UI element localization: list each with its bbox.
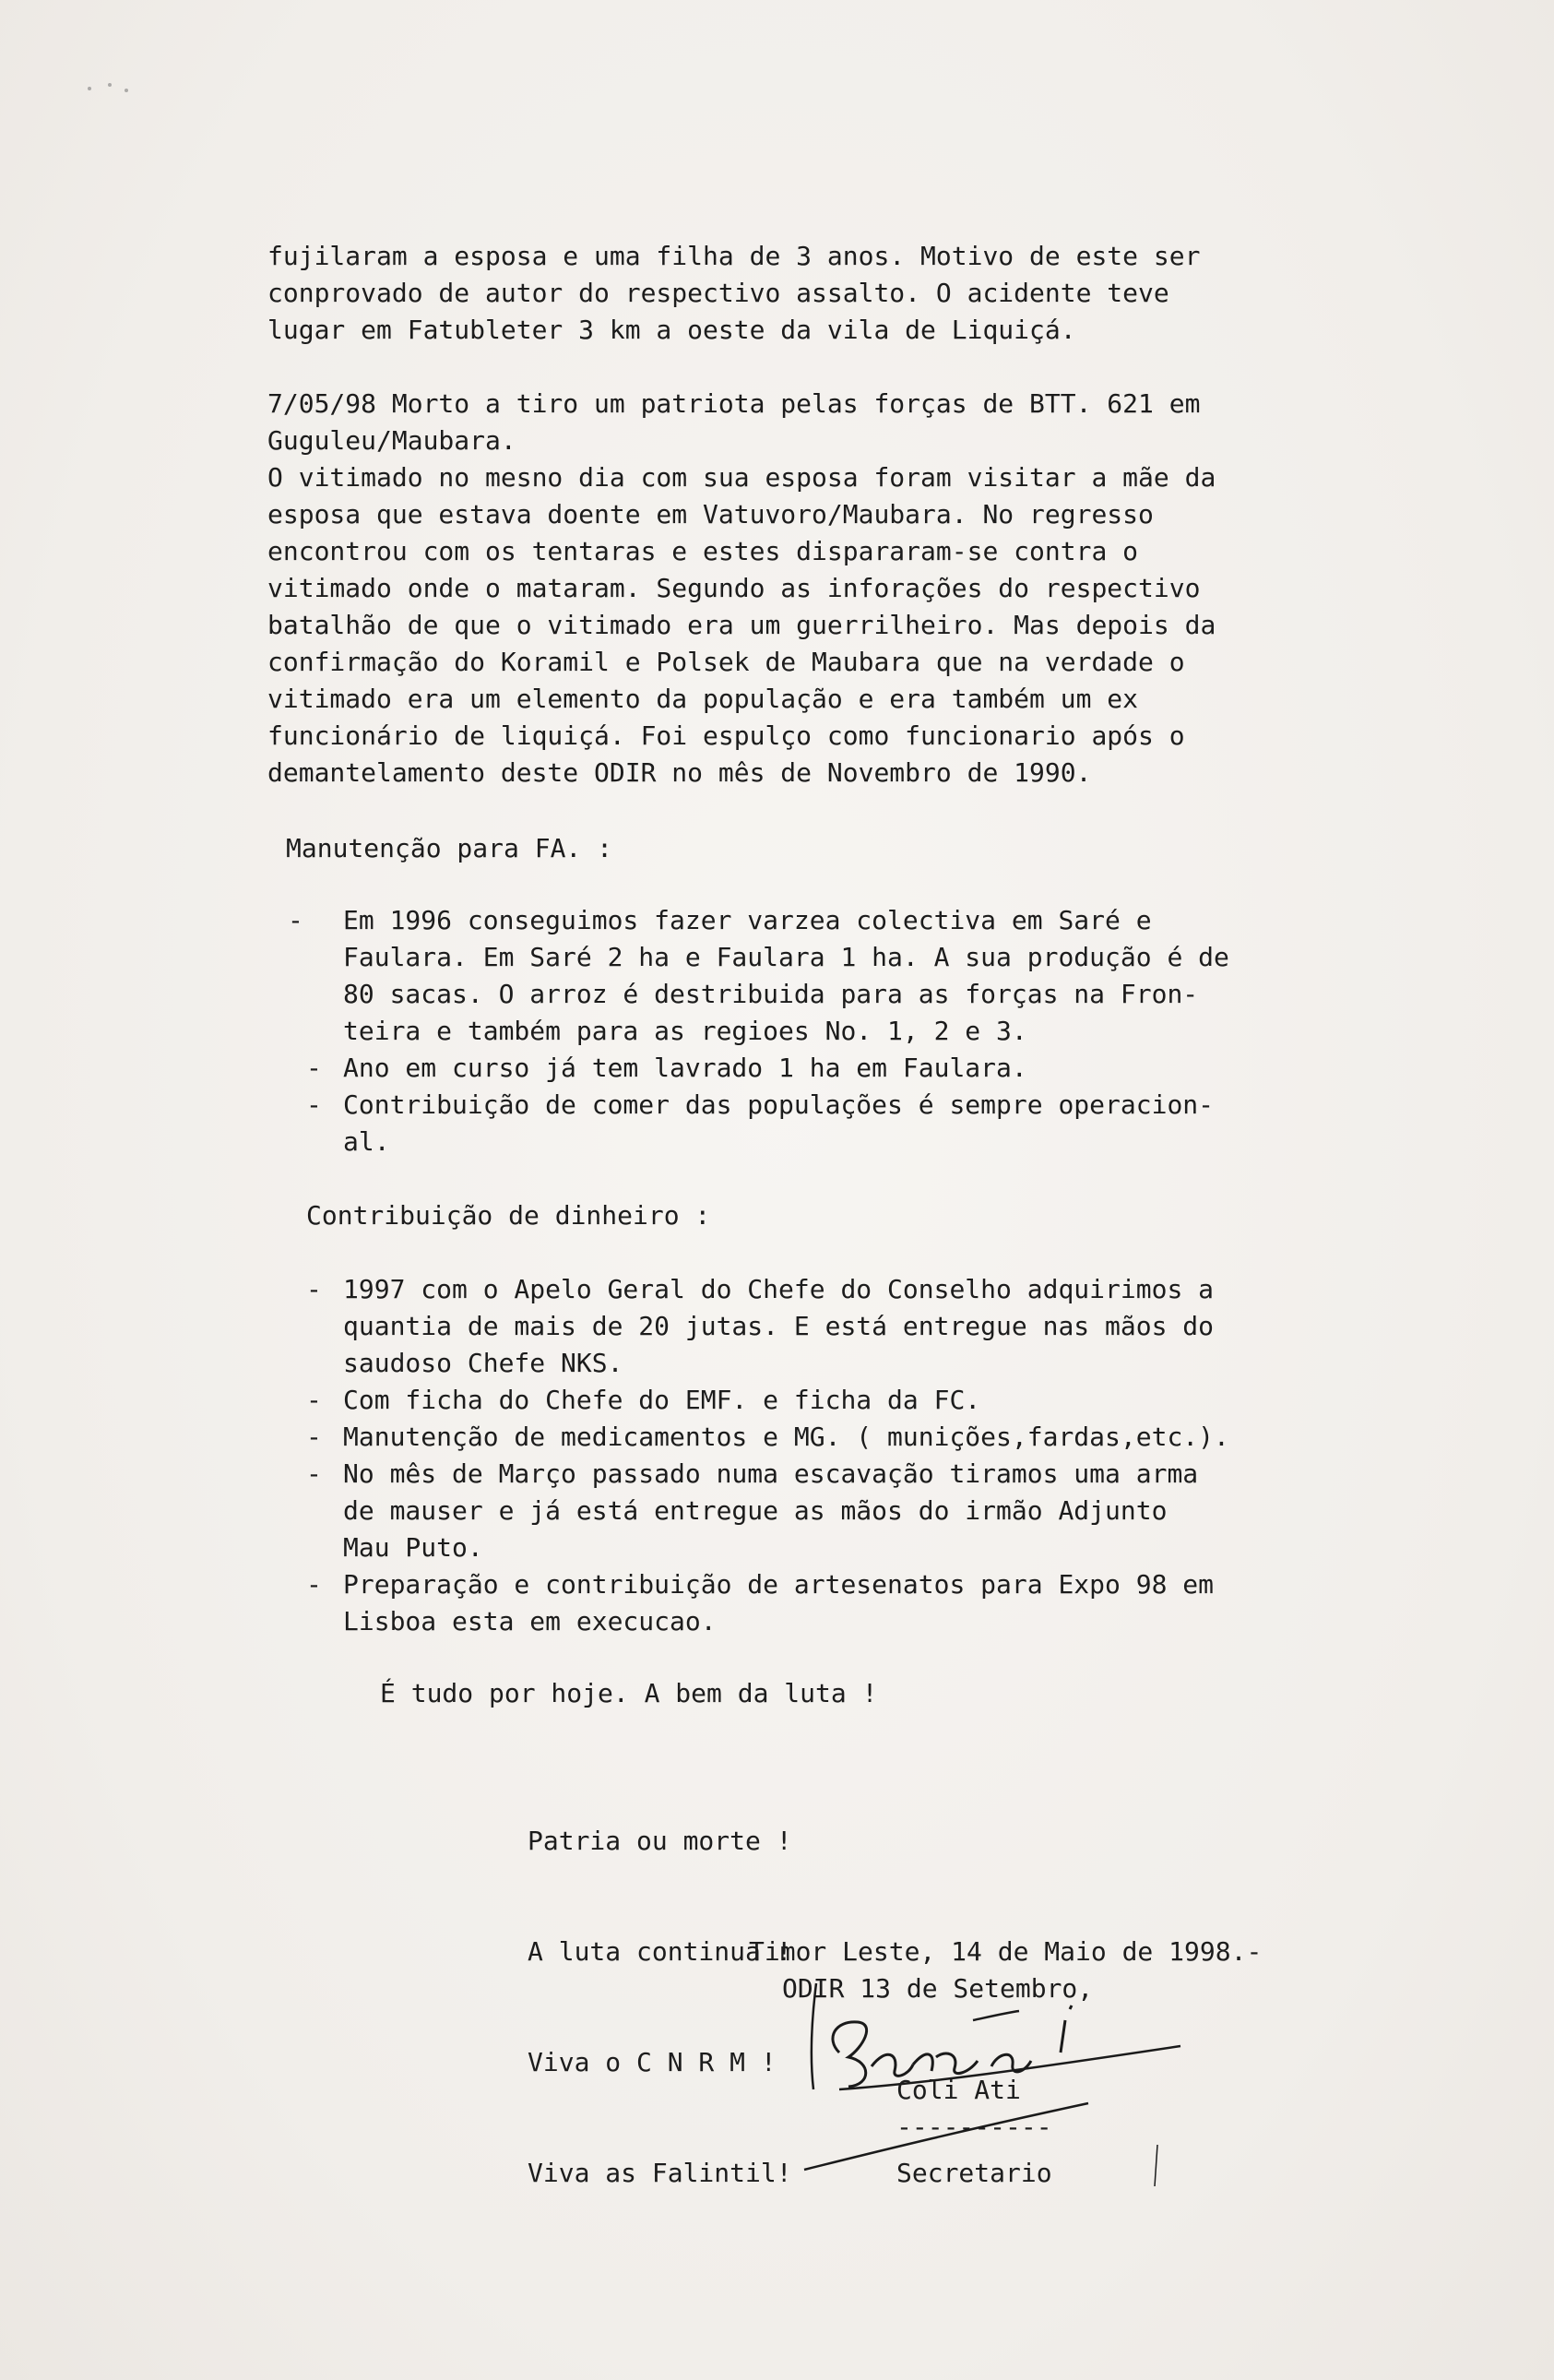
list-item <box>306 1382 1394 1419</box>
text-line: O vitimado no mesno dia com sua esposa foram visitar a mãe da <box>267 462 1216 493</box>
list-dash: - <box>306 1089 322 1120</box>
text-line: fujilaram a esposa e uma filha de 3 anos. Motivo de este ser <box>267 241 1201 271</box>
slogan-line: A luta continua ! <box>528 1936 792 1967</box>
list-dash: - <box>306 1274 322 1304</box>
list-item <box>306 1271 1394 1382</box>
text-line: Contribuição de comer das populações é sempre operacion- <box>343 1089 1215 1120</box>
text-line: 7/05/98 Morto a tiro um patriota pelas forças de BTT. 621 em <box>267 388 1201 419</box>
slogan-line: Viva o C N R M ! <box>528 2047 777 2077</box>
list-item <box>306 1456 1394 1566</box>
text-line: confirmação do Koramil e Polsek de Maubara que na verdade o <box>267 647 1185 677</box>
text-line: funcionário de liquiçá. Foi espulço como funcionario após o <box>267 720 1185 751</box>
text-line: Mau Puto. <box>343 1532 483 1563</box>
incident-paragraph <box>267 386 1393 791</box>
text-line: batalhão de que o vitimado era um guerrilheiro. Mas depois da <box>267 610 1216 640</box>
list-item <box>306 1419 1394 1456</box>
text-line: quantia de mais de 20 jutas. E está entregue nas mãos do <box>343 1311 1215 1341</box>
text-line: Preparação e contribuição de artesenatos para Expo 98 em <box>343 1569 1215 1600</box>
text-line: demantelamento deste ODIR no mês de Novembro de 1990. <box>267 757 1092 788</box>
list-item <box>288 902 1394 1050</box>
list-dash: - <box>306 1422 322 1452</box>
intro-paragraph <box>267 238 1393 349</box>
text-line: vitimado era um elemento da população e era também um ex <box>267 684 1139 714</box>
text-line: vitimado onde o mataram. Segundo as inforações do respectivo <box>267 573 1201 603</box>
signature-rule: ---------- <box>896 2112 1052 2142</box>
text-line: esposa que estava doente em Vatuvoro/Maubara. No regresso <box>267 499 1154 530</box>
text-line: 1997 com o Apelo Geral do Chefe do Conselho adquirimos a <box>343 1274 1215 1304</box>
text-line: teira e também para as regioes No. 1, 2 e 3. <box>343 1016 1027 1046</box>
signatory-name: Coli Ati <box>896 2075 1021 2105</box>
closing-line: É tudo por hoje. A bem da luta ! <box>380 1678 878 1708</box>
signatory-title: Secretario <box>896 2158 1052 2188</box>
section-money-heading: Contribuição de dinheiro : <box>306 1200 711 1231</box>
list-item <box>306 1050 1394 1087</box>
text-line: de mauser e já está entregue as mãos do irmão Adjunto <box>343 1495 1168 1526</box>
text-line: Faulara. Em Saré 2 ha e Faulara 1 ha. A sua produção é de <box>343 942 1229 972</box>
section-fa-heading: Manutenção para FA. : <box>286 833 613 863</box>
place-line: ODIR 13 de Setembro, <box>782 1973 1094 2004</box>
paper-speck-marks <box>88 83 143 96</box>
text-line: No mês de Março passado numa escavação tiramos uma arma <box>343 1458 1199 1489</box>
text-line: conprovado de autor do respectivo assalto. O acidente teve <box>267 278 1169 308</box>
slogan-line: Viva as Falintil! <box>528 2158 792 2188</box>
list-dash: - <box>306 1053 322 1083</box>
slogan-line: Patria ou morte ! <box>528 1826 792 1856</box>
text-line: al. <box>343 1126 390 1157</box>
list-item <box>306 1566 1394 1640</box>
date-line: Timor Leste, 14 de Maio de 1998.- <box>749 1936 1263 1967</box>
text-line: Em 1996 conseguimos fazer varzea colectiva em Saré e <box>343 905 1152 935</box>
text-line: saudoso Chefe NKS. <box>343 1348 623 1378</box>
text-line: Manutenção de medicamentos e MG. ( munições,fardas,etc.). <box>343 1422 1229 1452</box>
list-item <box>306 1087 1394 1160</box>
text-line: Com ficha do Chefe do EMF. e ficha da FC. <box>343 1385 981 1415</box>
list-dash: - <box>288 905 303 935</box>
list-dash: - <box>306 1458 322 1489</box>
text-line: lugar em Fatubleter 3 km a oeste da vila de Liquiçá. <box>267 315 1076 345</box>
text-line: 80 sacas. O arroz é destribuida para as forças na Fron- <box>343 979 1199 1009</box>
text-line: Ano em curso já tem lavrado 1 ha em Faulara. <box>343 1053 1027 1083</box>
text-line: Guguleu/Maubara. <box>267 425 516 456</box>
text-line: encontrou com os tentaras e estes dispararam-se contra o <box>267 536 1139 566</box>
text-line: Lisboa esta em execucao. <box>343 1606 717 1636</box>
list-dash: - <box>306 1569 322 1600</box>
list-dash: - <box>306 1385 322 1415</box>
